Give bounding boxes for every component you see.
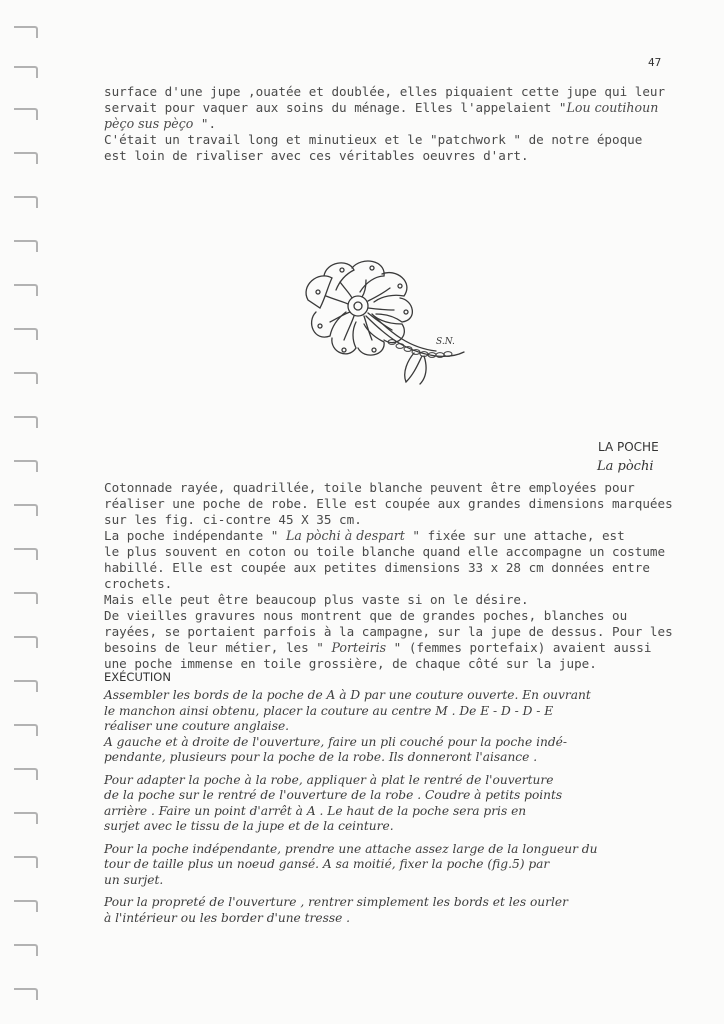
- instruction-line: un surjet.: [104, 872, 164, 887]
- binding-ring: [14, 944, 38, 956]
- text-line: De vieilles gravures nous montrent que de grandes poches, blanches ou: [104, 608, 628, 623]
- binding-ring: [14, 856, 38, 868]
- instruction-line: Pour la poche indépendante, prendre une attache assez large de la longueur du: [104, 841, 598, 856]
- dialect-term: Lou coutihoun: [566, 100, 659, 115]
- binding-ring: [14, 152, 38, 164]
- binding-ring: [14, 768, 38, 780]
- flower-illustration: [296, 256, 492, 386]
- text-line: surface d'une jupe ,ouatée et doublée, elles piquaient cette jupe qui leur: [104, 84, 666, 99]
- instruction-line: A gauche et à droite de l'ouverture, faire un pli couché pour la poche indé-: [104, 734, 568, 749]
- text-line: rayées, se portaient parfois à la campagne, sur la jupe de dessus. Pour les: [104, 624, 673, 639]
- binding-ring: [14, 416, 38, 428]
- binding-ring: [14, 26, 38, 38]
- binding-ring: [14, 988, 38, 1000]
- section-subtitle: La pòchi: [597, 459, 654, 474]
- instruction-line: pendante, plusieurs pour la poche de la robe. Ils donneront l'aisance .: [104, 750, 538, 764]
- binding-ring: [14, 240, 38, 252]
- text-line: C'était un travail long et minutieux et le "patchwork " de notre époque: [104, 132, 643, 147]
- text-line: crochets.: [104, 576, 173, 591]
- instruction-line: Pour la propreté de l'ouverture , rentrer simplement les bords et les ourler: [104, 895, 568, 909]
- binding-ring: [14, 680, 38, 692]
- text-fragment: besoins de leur métier, les ": [104, 640, 332, 655]
- text-line: réaliser une poche de robe. Elle est coupée aux grandes dimensions marquées: [104, 496, 673, 511]
- instruction-line: arrière . Faire un point d'arrêt à A . Le haut de la poche sera pris en: [104, 803, 527, 818]
- body-text: [104, 480, 673, 672]
- binding-ring: [14, 196, 38, 208]
- binding-ring: [14, 372, 38, 384]
- spiral-binding: [14, 0, 44, 1024]
- binding-ring: [14, 284, 38, 296]
- instruction-line: surjet avec le tissu de la jupe et de la ceinture.: [104, 819, 394, 833]
- text-line: le plus souvent en coton ou toile blanche quand elle accompagne un costume: [104, 544, 666, 559]
- text-line: [104, 100, 665, 116]
- dialect-term: La pòchi à despart: [285, 528, 405, 543]
- binding-ring: [14, 724, 38, 736]
- section-title: LA POCHE: [598, 440, 659, 454]
- text-fragment: " fixée sur une attache, est: [404, 528, 625, 543]
- binding-ring: [14, 592, 38, 604]
- page-number: 47: [648, 56, 662, 69]
- binding-ring: [14, 548, 38, 560]
- text-fragment: " (femmes portefaix) avaient aussi: [386, 640, 652, 655]
- text-fragment: servait pour vaquer aux soins du ménage. Elles l'appelaient ": [104, 100, 567, 115]
- instruction-line: Pour adapter la poche à la robe, appliquer à plat le rentré de l'ouverture: [104, 772, 554, 787]
- text-fragment: ".: [193, 116, 217, 131]
- dialect-term: pèço sus pèço: [104, 116, 194, 131]
- binding-ring: [14, 328, 38, 340]
- text-line: [104, 116, 665, 132]
- binding-ring: [14, 460, 38, 472]
- instruction-line: à l'intérieur ou les border d'une tresse .: [104, 910, 351, 925]
- instruction-line: Assembler les bords de la poche de A à D par une couture ouverte. En ouvrant: [104, 688, 591, 702]
- instruction-line: tour de taille plus un noeud gansé. A sa moitié, fixer la poche (fig.5) par: [104, 857, 550, 871]
- text-fragment: La poche indépendante ": [104, 528, 286, 543]
- text-line: Mais elle peut être beaucoup plus vaste si on le désire.: [104, 592, 529, 607]
- execution-instructions: [104, 688, 597, 926]
- text-line: est loin de rivaliser avec ces véritables oeuvres d'art.: [104, 148, 529, 163]
- dialect-term: Porteiris: [331, 640, 387, 655]
- text-line: [104, 528, 673, 544]
- instruction-line: de la poche sur le rentré de l'ouverture de la robe . Coudre à petits points: [104, 788, 563, 802]
- binding-ring: [14, 66, 38, 78]
- text-line: habillé. Elle est coupée aux petites dimensions 33 x 28 cm données entre: [104, 560, 650, 575]
- illustration-signature: S.N.: [436, 337, 455, 347]
- binding-ring: [14, 636, 38, 648]
- text-line: sur les fig. ci-contre 45 X 35 cm.: [104, 512, 362, 527]
- binding-ring: [14, 900, 38, 912]
- intro-paragraph: [104, 84, 665, 164]
- text-line: une poche immense en toile grossière, de chaque côté sur la jupe.: [104, 656, 597, 671]
- text-line: [104, 640, 673, 656]
- instruction-line: le manchon ainsi obtenu, placer la couture au centre M . De E - D - D - E: [104, 703, 554, 718]
- text-line: Cotonnade rayée, quadrillée, toile blanche peuvent être employées pour: [104, 480, 635, 495]
- binding-ring: [14, 504, 38, 516]
- binding-ring: [14, 108, 38, 120]
- binding-ring: [14, 812, 38, 824]
- instruction-line: réaliser une couture anglaise.: [104, 719, 290, 733]
- execution-title: EXÉCUTION: [104, 670, 171, 684]
